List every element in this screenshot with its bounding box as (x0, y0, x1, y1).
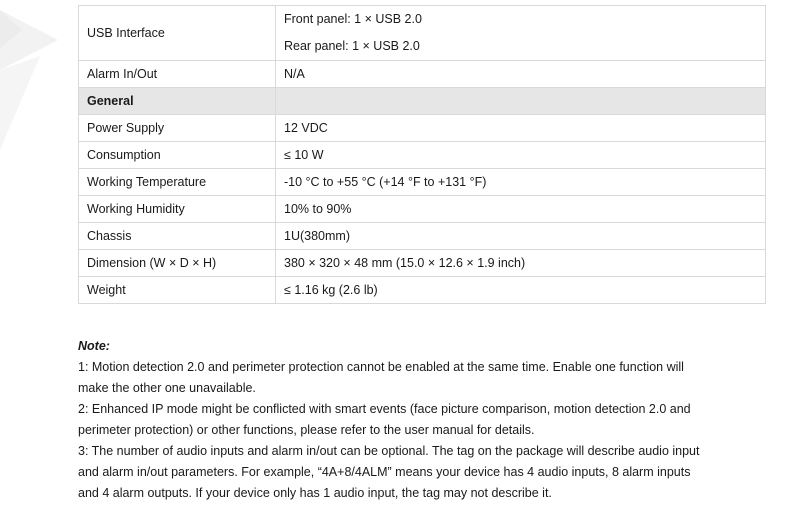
section-empty-cell (276, 88, 766, 115)
spec-table (78, 5, 766, 304)
spec-label: Chassis (79, 223, 276, 250)
spec-value: 1U(380mm) (276, 223, 766, 250)
section-row (79, 88, 766, 115)
spec-label-usb: USB Interface (79, 6, 276, 61)
spec-value: -10 °C to +55 °C (+14 °F to +131 °F) (276, 169, 766, 196)
spec-label-alarm: Alarm In/Out (79, 61, 276, 88)
note-item: 2: Enhanced IP mode might be conflicted with smart events (face picture comparison, motion detection 2.0 and perimeter protection) or other functions, please refer to the user manual for details. (78, 402, 691, 437)
spec-value: 10% to 90% (276, 196, 766, 223)
spec-value-usb-rear: Rear panel: 1 × USB 2.0 (284, 39, 420, 53)
spec-label: Working Temperature (79, 169, 276, 196)
table-row (79, 61, 766, 88)
note-item: 3: The number of audio inputs and alarm in/out can be optional. The tag on the package will describe audio input and alarm in/out parameters. For example, “4A+8/4ALM” means your device has 4 audio inputs, 8 alarm inputs and 4 alarm outputs. If your device only has 1 audio input, the tag may not describe it. (78, 444, 700, 500)
spec-value-usb-front: Front panel: 1 × USB 2.0 (284, 12, 422, 26)
section-title: General (79, 88, 276, 115)
spec-value-usb (276, 6, 766, 61)
notes-section (78, 336, 706, 504)
spec-value: 12 VDC (276, 115, 766, 142)
table-row (79, 142, 766, 169)
table-row (79, 196, 766, 223)
spec-value-alarm: N/A (276, 61, 766, 88)
table-row (79, 6, 766, 61)
notes-title: Note: (78, 339, 110, 353)
table-row (79, 169, 766, 196)
table-row (79, 277, 766, 304)
spec-value: ≤ 10 W (276, 142, 766, 169)
spec-label: Working Humidity (79, 196, 276, 223)
watermark-logo (0, 0, 60, 160)
table-row (79, 115, 766, 142)
table-row (79, 223, 766, 250)
spec-label: Dimension (W × D × H) (79, 250, 276, 277)
spec-label: Consumption (79, 142, 276, 169)
spec-label: Power Supply (79, 115, 276, 142)
spec-value: 380 × 320 × 48 mm (15.0 × 12.6 × 1.9 inch) (276, 250, 766, 277)
spec-value: ≤ 1.16 kg (2.6 lb) (276, 277, 766, 304)
note-item: 1: Motion detection 2.0 and perimeter protection cannot be enabled at the same time. Enable one function will make the other one unavailable. (78, 360, 684, 395)
spec-label: Weight (79, 277, 276, 304)
table-row (79, 250, 766, 277)
